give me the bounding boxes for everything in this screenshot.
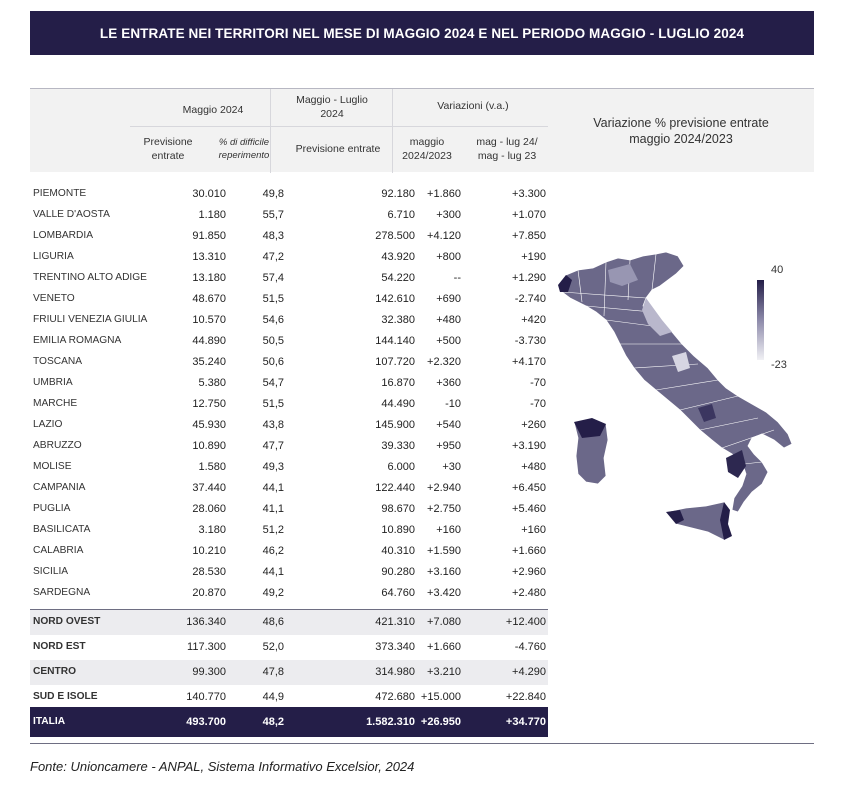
region-name: BASILICATA: [33, 524, 91, 535]
cell-var-maggio: +2.750: [427, 503, 461, 515]
region-name: SARDEGNA: [33, 587, 91, 598]
cell-ml-previsione: 40.310: [381, 545, 415, 557]
cell-ml-previsione: 373.340: [375, 641, 415, 653]
source-note: Fonte: Unioncamere - ANPAL, Sistema Informativo Excelsior, 2024: [30, 759, 415, 774]
cell-var-mag-lug: +3.190: [512, 440, 546, 452]
cell-previsione: 13.180: [192, 272, 226, 284]
header-col-ml-previsione: Previsione entrate: [295, 143, 381, 155]
macro-name: NORD EST: [33, 641, 86, 652]
cell-previsione: 28.060: [192, 503, 226, 515]
legend-min-label: -23: [771, 359, 787, 371]
cell-var-mag-lug: +4.290: [512, 666, 546, 678]
cell-previsione: 35.240: [192, 356, 226, 368]
cell-var-maggio: +690: [436, 293, 461, 305]
cell-ml-previsione: 122.440: [375, 482, 415, 494]
cell-ml-previsione: 32.380: [381, 314, 415, 326]
header-col-prev-line2: entrate: [151, 150, 185, 162]
cell-previsione: 28.530: [192, 566, 226, 578]
cell-previsione: 48.670: [192, 293, 226, 305]
cell-var-mag-lug: +1.070: [512, 209, 546, 221]
cell-difficile: 55,7: [262, 209, 284, 221]
cell-difficile: 51,2: [262, 524, 284, 536]
macro-name: NORD OVEST: [33, 616, 101, 627]
cell-var-mag-lug: +6.450: [512, 482, 546, 494]
cell-difficile: 44,1: [262, 566, 284, 578]
region-name: ABRUZZO: [33, 440, 82, 451]
header-col-var-maggio: [392, 135, 462, 163]
cell-difficile: 46,2: [262, 545, 284, 557]
cell-ml-previsione: 142.610: [375, 293, 415, 305]
cell-var-maggio: +2.940: [427, 482, 461, 494]
cell-ml-previsione: 472.680: [375, 691, 415, 703]
cell-previsione: 136.340: [186, 616, 226, 628]
cell-difficile: 52,0: [262, 641, 284, 653]
cell-ml-previsione: 54.220: [381, 272, 415, 284]
cell-ml-previsione: 278.500: [375, 230, 415, 242]
header-group-ml-line2: 2024: [320, 108, 344, 120]
cell-difficile: 47,2: [262, 251, 284, 263]
table-row: [30, 205, 548, 226]
cell-var-mag-lug: -70: [530, 398, 546, 410]
table-row: [30, 373, 548, 394]
cell-ml-previsione: 98.670: [381, 503, 415, 515]
cell-previsione: 5.380: [198, 377, 226, 389]
cell-previsione: 45.930: [192, 419, 226, 431]
cell-previsione: 44.890: [192, 335, 226, 347]
table-row: [30, 247, 548, 268]
table-row: [30, 457, 548, 478]
cell-var-mag-lug: +12.400: [505, 616, 546, 628]
cell-var-maggio: +3.160: [427, 566, 461, 578]
table-row: [30, 289, 548, 310]
cell-difficile: 48,6: [262, 616, 284, 628]
cell-var-mag-lug: +3.300: [512, 188, 546, 200]
region-name: FRIULI VENEZIA GIULIA: [33, 314, 148, 325]
cell-var-mag-lug: +1.290: [512, 272, 546, 284]
cell-var-maggio: +800: [436, 251, 461, 263]
region-rows: [30, 184, 548, 604]
cell-difficile: 41,1: [262, 503, 284, 515]
cell-ml-previsione: 6.000: [387, 461, 415, 473]
cell-previsione: 10.210: [192, 545, 226, 557]
cell-difficile: 49,3: [262, 461, 284, 473]
cell-var-mag-lug: +5.460: [512, 503, 546, 515]
cell-var-maggio: +500: [436, 335, 461, 347]
header-divider: [130, 126, 548, 127]
cell-var-mag-lug: +260: [521, 419, 546, 431]
cell-var-mag-lug: +190: [521, 251, 546, 263]
cell-previsione: 12.750: [192, 398, 226, 410]
cell-var-maggio: +1.860: [427, 188, 461, 200]
cell-var-mag-lug: +480: [521, 461, 546, 473]
cell-ml-previsione: 314.980: [375, 666, 415, 678]
region-name: EMILIA ROMAGNA: [33, 335, 122, 346]
table-row: [30, 541, 548, 562]
region-name: PIEMONTE: [33, 188, 87, 199]
cell-var-maggio: +2.320: [427, 356, 461, 368]
macro-area-rows: [30, 609, 548, 710]
region-name: VALLE D'AOSTA: [33, 209, 110, 220]
cell-var-mag-lug: +420: [521, 314, 546, 326]
cell-var-mag-lug: +4.170: [512, 356, 546, 368]
cell-difficile: 47,8: [262, 666, 284, 678]
cell-var-mag-lug: +34.770: [505, 716, 546, 728]
cell-ml-previsione: 107.720: [375, 356, 415, 368]
cell-var-mag-lug: +160: [521, 524, 546, 536]
table-row: [30, 635, 548, 660]
cell-ml-previsione: 90.280: [381, 566, 415, 578]
cell-difficile: 47,7: [262, 440, 284, 452]
title-banner: [30, 11, 814, 55]
header-col-vml-line2: mag - lug 23: [477, 150, 537, 162]
cell-previsione: 13.310: [192, 251, 226, 263]
cell-previsione: 37.440: [192, 482, 226, 494]
map-title-line2: maggio 2024/2023: [629, 131, 733, 146]
cell-var-maggio: +540: [436, 419, 461, 431]
region-name: SICILIA: [33, 566, 69, 577]
table-row: [30, 562, 548, 583]
table-row: [30, 184, 548, 205]
header-col-vm-line1: maggio: [409, 136, 445, 148]
header-col-diff-line2: reperimento: [218, 150, 270, 161]
header-group-ml-line1: Maggio - Luglio: [296, 94, 368, 106]
table-header: [30, 88, 548, 172]
cell-difficile: 43,8: [262, 419, 284, 431]
cell-ml-previsione: 64.760: [381, 587, 415, 599]
cell-ml-previsione: 144.140: [375, 335, 415, 347]
cell-previsione: 493.700: [186, 716, 226, 728]
region-name: TRENTINO ALTO ADIGE: [33, 272, 147, 283]
cell-difficile: 51,5: [262, 398, 284, 410]
cell-ml-previsione: 16.870: [381, 377, 415, 389]
table-row: [30, 499, 548, 520]
cell-var-maggio: +3.210: [427, 666, 461, 678]
region-name: TOSCANA: [33, 356, 83, 367]
header-col-difficile: [206, 136, 282, 162]
region-name: LIGURIA: [33, 251, 74, 262]
cell-difficile: 54,6: [262, 314, 284, 326]
macro-name: SUD E ISOLE: [33, 691, 98, 702]
cell-ml-previsione: 421.310: [375, 616, 415, 628]
cell-var-maggio: +3.420: [427, 587, 461, 599]
table-row: [30, 268, 548, 289]
header-group-maggio-luglio: [276, 93, 388, 121]
italy-map: [548, 240, 814, 550]
total-name: ITALIA: [33, 716, 66, 727]
cell-difficile: 44,9: [262, 691, 284, 703]
map-header: [548, 88, 814, 172]
region-name: LAZIO: [33, 419, 63, 430]
cell-var-maggio: +160: [436, 524, 461, 536]
region-dark-patch: [726, 450, 746, 478]
header-group-maggio: Maggio 2024: [182, 104, 244, 116]
cell-ml-previsione: 44.490: [381, 398, 415, 410]
cell-var-maggio: +300: [436, 209, 461, 221]
cell-previsione: 1.580: [198, 461, 226, 473]
page-title: LE ENTRATE NEI TERRITORI NEL MESE DI MAGGIO 2024 E NEL PERIODO MAGGIO - LUGLIO 2024: [99, 25, 745, 41]
region-name: MARCHE: [33, 398, 78, 409]
cell-var-mag-lug: +7.850: [512, 230, 546, 242]
cell-var-mag-lug: -4.760: [514, 641, 546, 653]
cell-ml-previsione: 92.180: [381, 188, 415, 200]
table-row: [30, 415, 548, 436]
cell-var-maggio: +30: [442, 461, 461, 473]
table-row: [30, 520, 548, 541]
cell-difficile: 51,5: [262, 293, 284, 305]
table-row: [30, 226, 548, 247]
cell-var-mag-lug: +2.960: [512, 566, 546, 578]
region-name: UMBRIA: [33, 377, 73, 388]
legend-max-label: 40: [771, 264, 784, 276]
table-row: [30, 583, 548, 604]
table-row: [30, 478, 548, 499]
cell-difficile: 48,3: [262, 230, 284, 242]
table-row: [30, 352, 548, 373]
cell-var-maggio: +950: [436, 440, 461, 452]
total-row: [30, 707, 548, 737]
table-row: [30, 331, 548, 352]
cell-difficile: 44,1: [262, 482, 284, 494]
cell-var-maggio: -10: [445, 398, 461, 410]
region-name: LOMBARDIA: [33, 230, 94, 241]
table-row: [30, 660, 548, 685]
cell-difficile: 50,6: [262, 356, 284, 368]
table-row: [30, 310, 548, 331]
cell-previsione: 140.770: [186, 691, 226, 703]
cell-var-maggio: +26.950: [420, 716, 461, 728]
header-col-prev-line1: Previsione: [143, 136, 193, 148]
cell-var-maggio: +1.660: [427, 641, 461, 653]
header-group-variazioni: Variazioni (v.a.): [437, 100, 509, 112]
header-col-vm-line2: 2024/2023: [402, 150, 452, 162]
cell-previsione: 1.180: [198, 209, 226, 221]
cell-var-maggio: +4.120: [427, 230, 461, 242]
cell-previsione: 20.870: [192, 587, 226, 599]
region-name: VENETO: [33, 293, 75, 304]
cell-ml-previsione: 43.920: [381, 251, 415, 263]
cell-difficile: 49,2: [262, 587, 284, 599]
macro-name: CENTRO: [33, 666, 77, 677]
table-row: [30, 610, 548, 635]
table-row: [30, 394, 548, 415]
cell-previsione: 117.300: [187, 641, 226, 653]
cell-previsione: 3.180: [198, 524, 226, 536]
italy-map-svg: [548, 240, 814, 550]
cell-var-mag-lug: +1.660: [512, 545, 546, 557]
region-name: PUGLIA: [33, 503, 71, 514]
cell-var-mag-lug: -3.730: [514, 335, 546, 347]
cell-previsione: 99.300: [192, 666, 226, 678]
cell-previsione: 10.570: [192, 314, 226, 326]
cell-difficile: 50,5: [262, 335, 284, 347]
header-col-vml-line1: mag - lug 24/: [476, 136, 538, 148]
map-title-line1: Variazione % previsione entrate: [593, 115, 769, 130]
cell-previsione: 91.850: [192, 230, 226, 242]
cell-var-mag-lug: -70: [530, 377, 546, 389]
cell-var-maggio: +1.590: [427, 545, 461, 557]
legend-color-bar: [757, 280, 764, 360]
cell-ml-previsione: 1.582.310: [366, 716, 415, 728]
region-name: MOLISE: [33, 461, 72, 472]
header-col-previsione: [130, 135, 206, 163]
cell-ml-previsione: 6.710: [387, 209, 415, 221]
cell-difficile: 54,7: [262, 377, 284, 389]
cell-var-maggio: +7.080: [427, 616, 461, 628]
cell-ml-previsione: 10.890: [381, 524, 415, 536]
cell-previsione: 10.890: [192, 440, 226, 452]
header-col-var-mag-lug: [466, 135, 548, 163]
region-name: CAMPANIA: [33, 482, 86, 493]
cell-ml-previsione: 39.330: [381, 440, 415, 452]
cell-var-maggio: +480: [436, 314, 461, 326]
table-row: [30, 436, 548, 457]
cell-previsione: 30.010: [192, 188, 226, 200]
cell-var-maggio: +15.000: [420, 691, 461, 703]
bottom-rule: [30, 743, 814, 744]
cell-difficile: 57,4: [262, 272, 284, 284]
cell-ml-previsione: 145.900: [375, 419, 415, 431]
cell-var-mag-lug: +2.480: [512, 587, 546, 599]
cell-var-maggio: --: [453, 272, 461, 284]
cell-difficile: 49,8: [262, 188, 284, 200]
cell-var-maggio: +360: [436, 377, 461, 389]
cell-var-mag-lug: -2.740: [514, 293, 546, 305]
region-name: CALABRIA: [33, 545, 84, 556]
cell-difficile: 48,2: [262, 716, 284, 728]
header-col-diff-line1: % di difficile: [218, 137, 270, 148]
cell-var-mag-lug: +22.840: [505, 691, 546, 703]
